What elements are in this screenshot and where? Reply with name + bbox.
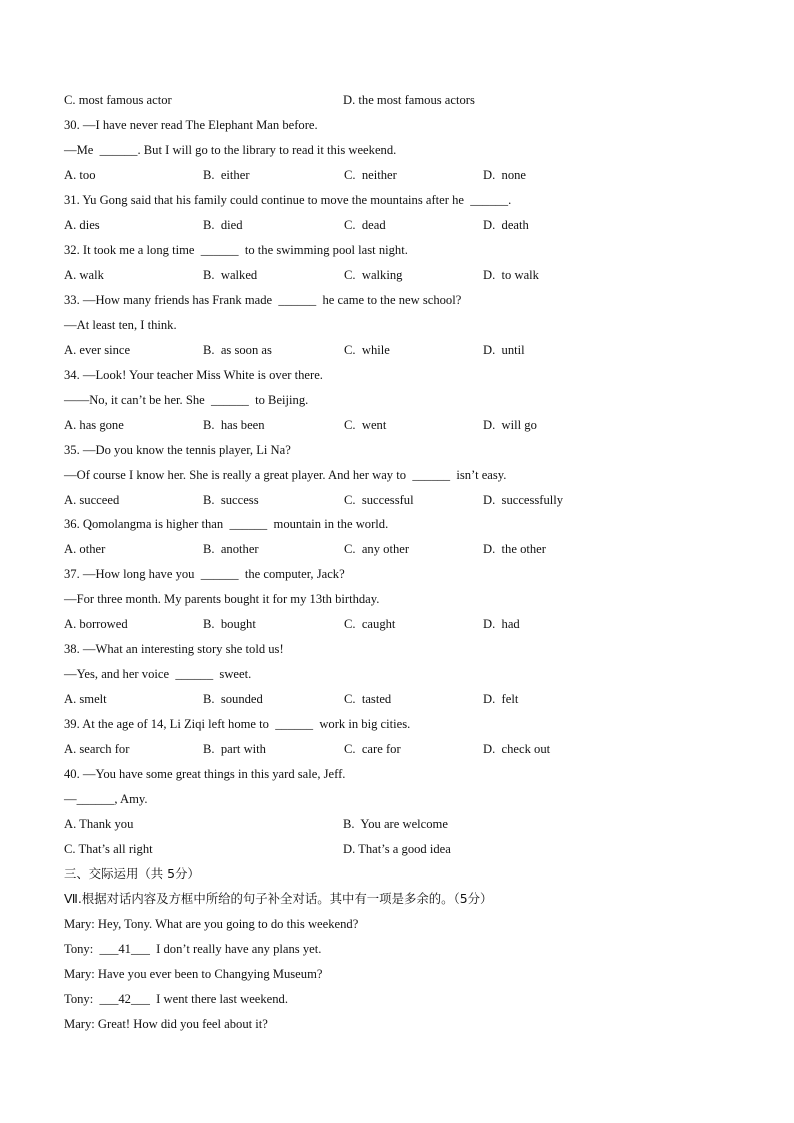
option-a: A. has gone	[64, 418, 124, 432]
text-line: Tony: ___42___ I went there last weekend.	[64, 992, 288, 1006]
option-b: B. died	[203, 218, 243, 232]
answer-options	[64, 691, 764, 707]
answer-options	[64, 841, 764, 857]
option-b: B. as soon as	[203, 343, 272, 357]
option-a: A. too	[64, 168, 96, 182]
option-d: D. the other	[483, 542, 546, 556]
option-a: A. smelt	[64, 692, 107, 706]
text-line: 30. —I have never read The Elephant Man before.	[64, 118, 318, 132]
text-line: 31. Yu Gong said that his family could continue to move the mountains after he ______.	[64, 193, 512, 207]
section-heading: 三、交际运用（共 5分）	[64, 866, 200, 881]
text-line: —Of course I know her. She is really a great player. And her way to ______ isn’t easy.	[64, 468, 507, 482]
text-line: 32. It took me a long time ______ to the swimming pool last night.	[64, 243, 408, 257]
answer-options	[64, 267, 764, 283]
option-d: D. check out	[483, 742, 551, 756]
option-a: C. most famous actor	[64, 93, 172, 107]
answer-options	[64, 741, 764, 757]
option-c: C. successful	[344, 493, 414, 507]
option-d: D. to walk	[483, 268, 539, 282]
option-d: D. death	[483, 218, 529, 232]
answer-options	[64, 92, 764, 108]
answer-options	[64, 417, 764, 433]
option-b: B. You are welcome	[343, 817, 448, 831]
option-d: D. successfully	[483, 493, 564, 507]
text-line: 34. —Look! Your teacher Miss White is over there.	[64, 368, 323, 382]
option-b: B. success	[203, 493, 259, 507]
option-a: C. That’s all right	[64, 842, 153, 856]
option-b: B. bought	[203, 617, 256, 631]
option-a: A. borrowed	[64, 617, 128, 631]
text-line: Tony: ___41___ I don’t really have any plans yet.	[64, 942, 322, 956]
answer-options	[64, 167, 764, 183]
option-b: B. walked	[203, 268, 258, 282]
option-c: C. caught	[344, 617, 396, 631]
option-d: D. none	[483, 168, 527, 182]
option-c: C. went	[344, 418, 387, 432]
option-d: D. had	[483, 617, 520, 631]
text-line: —For three month. My parents bought it for my 13th birthday.	[64, 592, 380, 606]
option-a: A. ever since	[64, 343, 131, 357]
option-c: C. any other	[344, 542, 410, 556]
option-b: D. That’s a good idea	[343, 842, 451, 856]
option-c: C. neither	[344, 168, 397, 182]
text-line: 33. —How many friends has Frank made ______ he came to the new school?	[64, 293, 462, 307]
section-heading: Ⅶ.根据对话内容及方框中所给的句子补全对话。其中有一项是多余的。（5分）	[64, 891, 493, 906]
answer-options	[64, 342, 764, 358]
text-line: 36. Qomolangma is higher than ______ mountain in the world.	[64, 517, 389, 531]
option-a: A. dies	[64, 218, 100, 232]
option-a: A. Thank you	[64, 817, 134, 831]
option-b: B. part with	[203, 742, 266, 756]
answer-options	[64, 217, 764, 233]
answer-options	[64, 616, 764, 632]
option-d: D. felt	[483, 692, 519, 706]
option-d: D. will go	[483, 418, 537, 432]
option-d: D. until	[483, 343, 525, 357]
option-c: C. while	[344, 343, 390, 357]
text-line: 39. At the age of 14, Li Ziqi left home to ______ work in big cities.	[64, 717, 411, 731]
text-line: —Me ______. But I will go to the library to read it this weekend.	[64, 143, 397, 157]
text-line: 35. —Do you know the tennis player, Li Na?	[64, 443, 291, 457]
option-b: B. sounded	[203, 692, 263, 706]
answer-options	[64, 492, 764, 508]
text-line: —At least ten, I think.	[64, 318, 177, 332]
text-line: ——No, it can’t be her. She ______ to Beijing.	[64, 393, 309, 407]
option-a: A. other	[64, 542, 106, 556]
option-b: B. has been	[203, 418, 265, 432]
option-c: C. dead	[344, 218, 386, 232]
text-line: Mary: Have you ever been to Changying Museum?	[64, 967, 323, 981]
text-line: —Yes, and her voice ______ sweet.	[64, 667, 252, 681]
answer-options	[64, 816, 764, 832]
text-line: 37. —How long have you ______ the computer, Jack?	[64, 567, 345, 581]
text-line: Mary: Hey, Tony. What are you going to do this weekend?	[64, 917, 359, 931]
text-line: 38. —What an interesting story she told us!	[64, 642, 284, 656]
text-line: 40. —You have some great things in this yard sale, Jeff.	[64, 767, 346, 781]
option-b: B. either	[203, 168, 250, 182]
option-b: B. another	[203, 542, 259, 556]
option-a: A. succeed	[64, 493, 120, 507]
text-line: —______, Amy.	[64, 792, 148, 806]
option-c: C. tasted	[344, 692, 392, 706]
answer-options	[64, 541, 764, 557]
option-a: A. search for	[64, 742, 130, 756]
option-c: C. care for	[344, 742, 401, 756]
option-a: A. walk	[64, 268, 104, 282]
text-line: Mary: Great! How did you feel about it?	[64, 1017, 268, 1031]
option-b: D. the most famous actors	[343, 93, 475, 107]
option-c: C. walking	[344, 268, 403, 282]
